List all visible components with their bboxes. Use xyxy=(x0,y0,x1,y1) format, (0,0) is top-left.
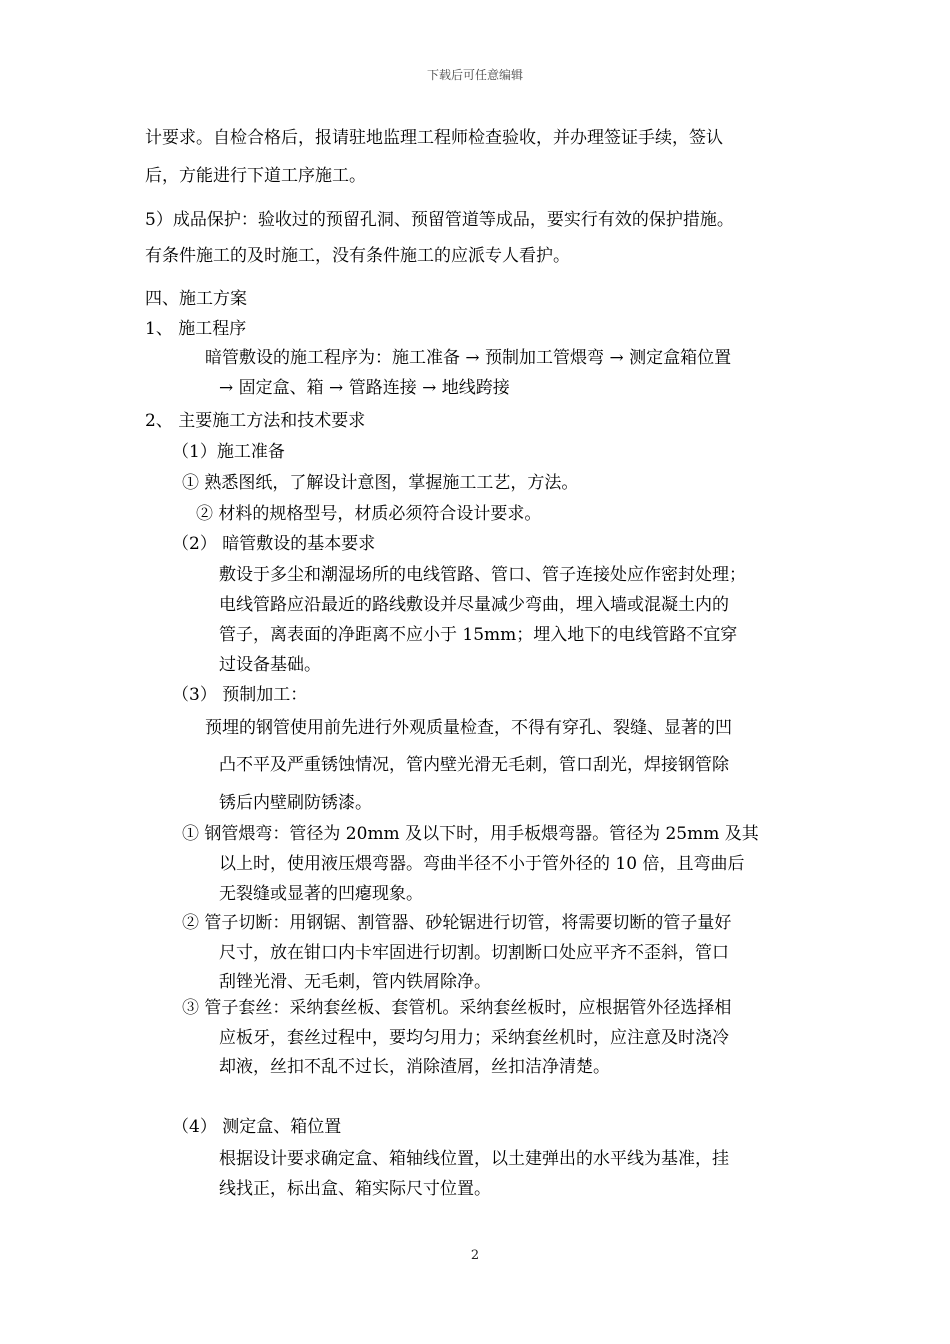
text-line: → 固定盒、箱 → 管路连接 → 地线跨接 xyxy=(219,378,510,398)
text-line: 凸不平及严重锈蚀情况，管内壁光滑无毛刺，管口刮光，焊接钢管除 xyxy=(219,755,729,775)
text-line: 刮锉光滑、无毛刺，管内铁屑除净。 xyxy=(219,972,491,992)
text-line: 尺寸，放在钳口内卡牢固进行切割。切割断口处应平齐不歪斜，管口 xyxy=(219,943,729,963)
text-line: 却液，丝扣不乱不过长，消除渣屑，丝扣洁净清楚。 xyxy=(219,1057,610,1077)
text-line: 锈后内壁刷防锈漆。 xyxy=(219,793,372,813)
text-line: 电线管路应沿最近的路线敷设并尽量减少弯曲，埋入墙或混凝土内的 xyxy=(219,595,729,615)
text-line: 后，方能进行下道工序施工。 xyxy=(145,166,366,186)
list-item: ② 管子切断：用钢锯、割管器、砂轮锯进行切管，将需要切断的管子量好 xyxy=(182,913,732,933)
list-item: ① 钢管煨弯：管径为 20mm 及以下时，用手板煨弯器。管径为 25mm 及其 xyxy=(182,824,759,844)
list-item: ② 材料的规格型号，材质必须符合设计要求。 xyxy=(196,504,542,524)
text-line: 管子，离表面的净距离不应小于 15mm；埋入地下的电线管路不宜穿 xyxy=(219,625,738,645)
text-line: 5）成品保护：验收过的预留孔洞、预留管道等成品，要实行有效的保护措施。 xyxy=(145,210,734,230)
text-line: 有条件施工的及时施工，没有条件施工的应派专人看护。 xyxy=(145,246,570,266)
text-line: 过设备基础。 xyxy=(219,655,321,675)
text-line: 暗管敷设的施工程序为：施工准备 → 预制加工管煨弯 → 测定盒箱位置 xyxy=(205,348,732,368)
item-heading: （1）施工准备 xyxy=(172,442,285,462)
text-line: 以上时，使用液压煨弯器。弯曲半径不小于管外径的 10 倍，且弯曲后 xyxy=(219,854,745,874)
text-line: 线找正，标出盒、箱实际尺寸位置。 xyxy=(219,1179,491,1199)
text-line: 无裂缝或显著的凹瘪现象。 xyxy=(219,884,423,904)
item-heading: （4） 测定盒、箱位置 xyxy=(172,1117,342,1137)
item-heading: （3） 预制加工： xyxy=(172,685,308,705)
subsection-heading: 1、 施工程序 xyxy=(145,319,247,339)
text-line: 计要求。自检合格后，报请驻地监理工程师检查验收，并办理签证手续，签认 xyxy=(145,128,723,148)
list-item: ③ 管子套丝：采纳套丝板、套管机。采纳套丝板时，应根据管外径选择相 xyxy=(182,998,732,1018)
section-heading: 四、施工方案 xyxy=(145,289,247,309)
text-line: 应板牙，套丝过程中，要均匀用力；采纳套丝机时，应注意及时浇冷 xyxy=(219,1028,729,1048)
page-header: 下载后可任意编辑 xyxy=(426,68,523,82)
subsection-heading: 2、 主要施工方法和技术要求 xyxy=(145,411,366,431)
text-line: 根据设计要求确定盒、箱轴线位置，以土建弹出的水平线为基准，挂 xyxy=(219,1149,729,1169)
text-line: 预埋的钢管使用前先进行外观质量检查，不得有穿孔、裂缝、显著的凹 xyxy=(205,718,732,738)
text-line: 敷设于多尘和潮湿场所的电线管路、管口、管子连接处应作密封处理； xyxy=(219,565,746,585)
item-heading: （2） 暗管敷设的基本要求 xyxy=(172,534,376,554)
list-item: ① 熟悉图纸，了解设计意图，掌握施工工艺，方法。 xyxy=(182,473,579,493)
page-number: 2 xyxy=(470,1248,480,1263)
